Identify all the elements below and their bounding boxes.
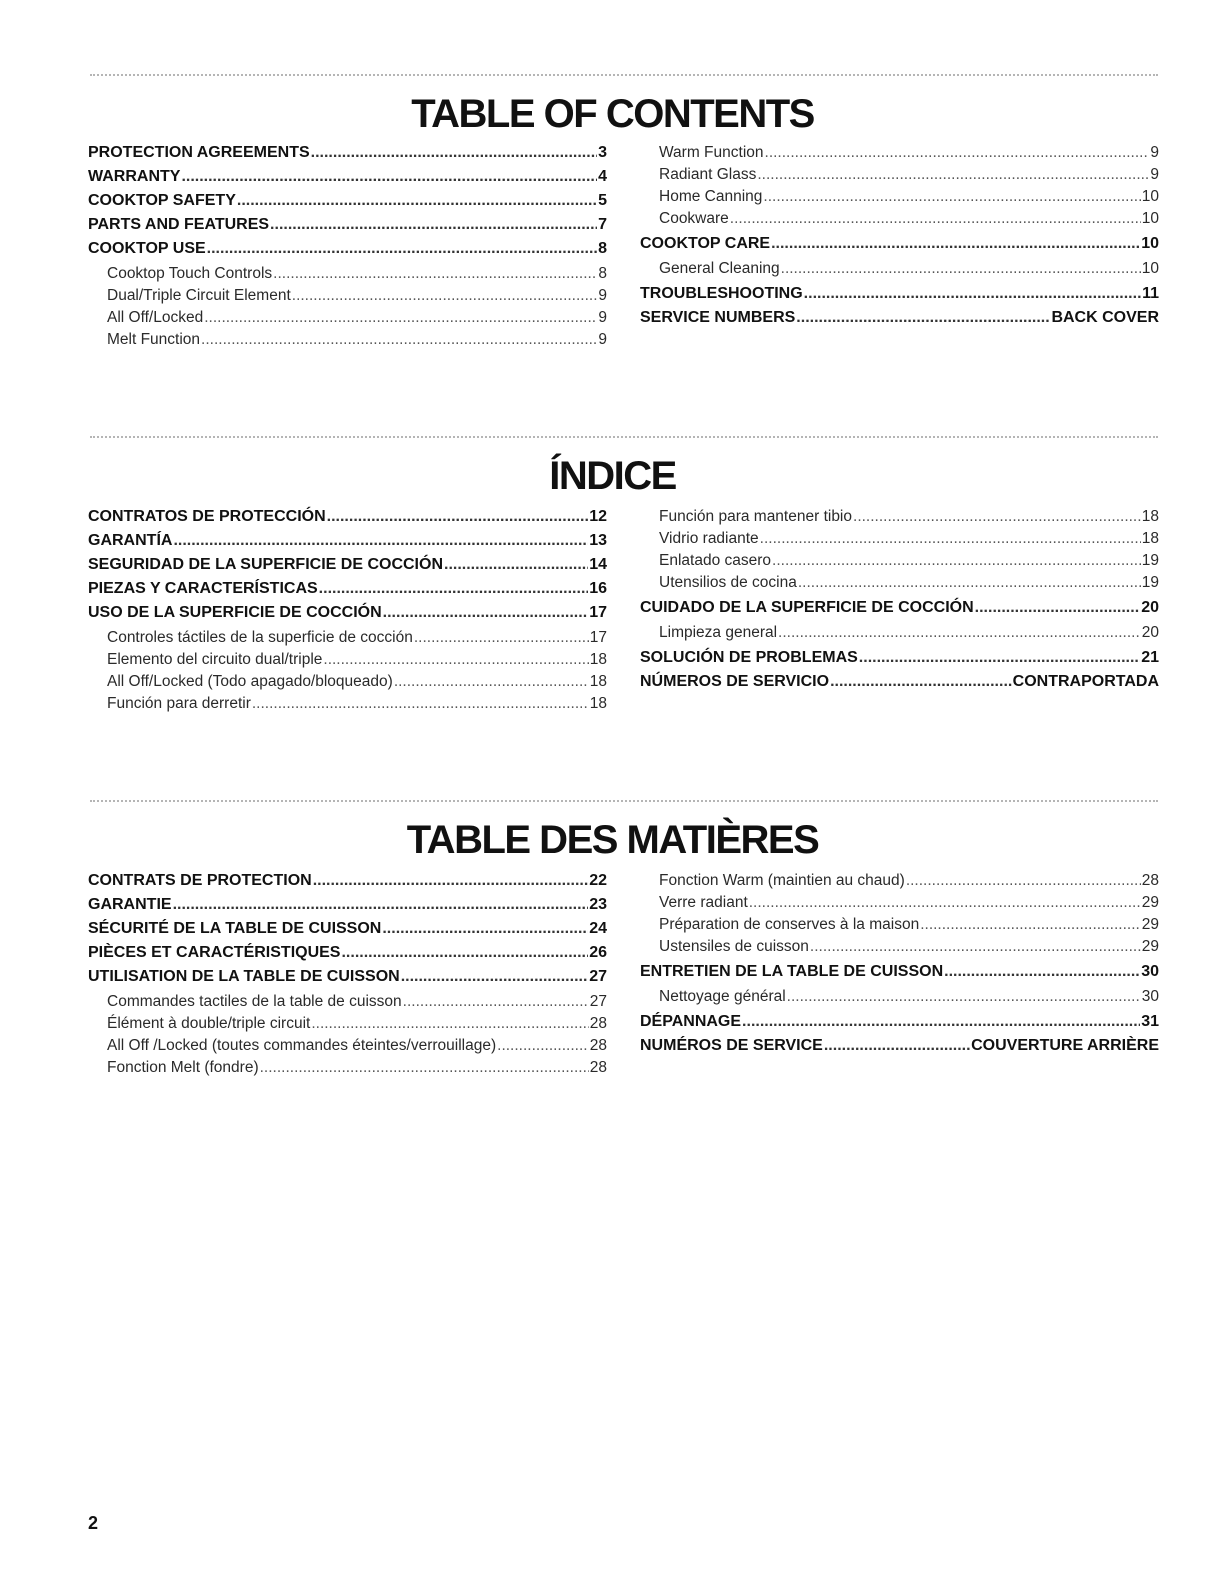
dotted-divider [90, 800, 1158, 802]
dot-leader [327, 507, 589, 526]
entry-page: 17 [589, 604, 607, 621]
toc-subentry[interactable] [640, 572, 1159, 594]
toc-subentry[interactable] [640, 986, 1159, 1008]
toc-entry[interactable] [88, 531, 607, 550]
toc-subentry[interactable] [640, 528, 1159, 550]
section-title: TABLE DES MATIÈRES [406, 818, 819, 862]
dot-leader [497, 1035, 589, 1057]
dot-leader [444, 555, 588, 574]
toc-subentry[interactable] [88, 1035, 607, 1057]
entry-title: DÉPANNAGE [640, 1013, 742, 1030]
entry-title: SEGURIDAD DE LA SUPERFICIE DE COCCIÓN [88, 556, 443, 573]
entry-page: 11 [1142, 285, 1159, 302]
entry-title: Préparation de conserves à la maison [659, 916, 920, 933]
entry-page: 18 [1141, 530, 1159, 547]
entry-title: CONTRATS DE PROTECTION [88, 872, 312, 889]
entry-page: 29 [1141, 916, 1159, 933]
toc-entry[interactable] [88, 919, 607, 938]
toc-entry[interactable] [640, 308, 1159, 327]
dot-leader [237, 191, 597, 210]
entry-page: 29 [1141, 938, 1159, 955]
entry-page: 27 [589, 993, 607, 1010]
entry-title: Elemento del circuito dual/triple [107, 651, 323, 668]
toc-subentry[interactable] [88, 991, 607, 1013]
entry-page: 7 [598, 216, 607, 233]
toc-subentry[interactable] [640, 622, 1159, 644]
entry-page: 9 [1150, 166, 1159, 183]
entry-page: 4 [598, 168, 607, 185]
entry-page: 18 [589, 695, 607, 712]
entry-page: BACK COVER [1051, 309, 1159, 326]
entry-page: 28 [589, 1015, 607, 1032]
toc-subentry[interactable] [88, 1013, 607, 1035]
toc-entry[interactable] [88, 143, 607, 162]
entry-title: CUIDADO DE LA SUPERFICIE DE COCCIÓN [640, 599, 974, 616]
entry-page: COUVERTURE ARRIÈRE [971, 1037, 1159, 1054]
dot-leader [742, 1012, 1140, 1031]
dot-leader [173, 531, 588, 550]
dot-leader [313, 871, 589, 890]
dot-leader [772, 550, 1141, 572]
toc-subentry[interactable] [88, 263, 607, 285]
toc-entry[interactable] [88, 895, 607, 914]
dot-leader [771, 234, 1140, 253]
entry-page: 29 [1141, 894, 1159, 911]
dot-leader [292, 285, 598, 307]
toc-subentry[interactable] [640, 258, 1159, 280]
toc-entry[interactable] [640, 648, 1159, 667]
entry-page: 28 [589, 1037, 607, 1054]
toc-entry[interactable] [88, 215, 607, 234]
entry-title: TROUBLESHOOTING [640, 285, 803, 302]
dot-leader [323, 649, 588, 671]
entry-page: 5 [598, 192, 607, 209]
entry-title: Limpieza general [659, 624, 778, 641]
entry-page: 3 [598, 144, 607, 161]
toc-entry[interactable] [88, 191, 607, 210]
entry-page: 22 [589, 872, 607, 889]
dot-leader [757, 164, 1149, 186]
toc-entry[interactable] [88, 579, 607, 598]
dot-leader [260, 1057, 589, 1079]
dot-leader [787, 986, 1141, 1008]
toc-right-column [640, 506, 1159, 696]
entry-title: COOKTOP CARE [640, 235, 771, 252]
entry-page: 30 [1141, 988, 1159, 1005]
dot-leader [401, 967, 589, 986]
entry-title: SOLUCIÓN DE PROBLEMAS [640, 649, 858, 666]
entry-title: COOKTOP SAFETY [88, 192, 236, 209]
dot-leader [853, 506, 1141, 528]
dot-leader [765, 142, 1150, 164]
page-number: 2 [88, 1513, 99, 1533]
dot-leader [763, 186, 1140, 208]
toc-subentry[interactable] [88, 307, 607, 329]
toc-entry[interactable] [88, 555, 607, 574]
dotted-divider [90, 74, 1158, 76]
dot-leader [796, 308, 1050, 327]
dot-leader [403, 991, 589, 1013]
entry-page: 28 [589, 1059, 607, 1076]
entry-title: Élément à double/triple circuit [107, 1015, 311, 1032]
toc-entry[interactable] [640, 1036, 1159, 1055]
toc-subentry[interactable] [88, 1057, 607, 1079]
toc-left-column [88, 507, 607, 715]
entry-title: Ustensiles de cuisson [659, 938, 809, 955]
dot-leader [804, 284, 1141, 303]
entry-title: NUMÉROS DE SERVICE [640, 1037, 823, 1054]
toc-entry[interactable] [640, 962, 1159, 981]
dot-leader [273, 263, 597, 285]
entry-page: 10 [1141, 260, 1159, 277]
toc-subentry[interactable] [88, 329, 607, 351]
entry-title: Home Canning [659, 188, 763, 205]
entry-page: 23 [589, 896, 607, 913]
toc-entry[interactable] [640, 284, 1159, 303]
dot-leader [730, 208, 1141, 230]
entry-title: Función para derretir [107, 695, 251, 712]
entry-title: SERVICE NUMBERS [640, 309, 796, 326]
dot-leader [760, 528, 1141, 550]
dot-leader [252, 693, 589, 715]
entry-page: 9 [1150, 144, 1159, 161]
toc-subentry[interactable] [640, 870, 1159, 892]
entry-title: CONTRATOS DE PROTECCIÓN [88, 508, 326, 525]
dot-leader [204, 307, 597, 329]
entry-page: 27 [589, 968, 607, 985]
entry-page: 9 [598, 331, 607, 348]
entry-page: 14 [589, 556, 607, 573]
dot-leader [201, 329, 597, 351]
entry-page: 21 [1141, 649, 1159, 666]
entry-title: SÉCURITÉ DE LA TABLE DE CUISSON [88, 920, 382, 937]
entry-title: Utensilios de cocina [659, 574, 797, 591]
section-title: ÍNDICE [549, 454, 676, 498]
toc-entry[interactable] [88, 967, 607, 986]
dot-leader [207, 239, 597, 258]
toc-entry[interactable] [88, 167, 607, 186]
dotted-divider [90, 436, 1158, 438]
entry-title: All Off/Locked (Todo apagado/bloqueado) [107, 673, 393, 690]
entry-title: PROTECTION AGREEMENTS [88, 144, 310, 161]
toc-entry[interactable] [88, 871, 607, 890]
entry-title: COOKTOP USE [88, 240, 206, 257]
toc-left-column [88, 871, 607, 1079]
dot-leader [778, 622, 1141, 644]
entry-page: 18 [589, 651, 607, 668]
toc-subentry[interactable] [88, 693, 607, 715]
entry-page: CONTRAPORTADA [1012, 673, 1159, 690]
entry-title: GARANTÍA [88, 532, 173, 549]
entry-title: All Off /Locked (toutes commandes éteintes/verrouillage) [107, 1037, 497, 1054]
dot-leader [920, 914, 1141, 936]
toc-entry[interactable] [640, 234, 1159, 253]
toc-subentry[interactable] [640, 164, 1159, 186]
dot-leader [975, 598, 1141, 617]
entry-title: Radiant Glass [659, 166, 757, 183]
entry-page: 9 [598, 287, 607, 304]
entry-page: 19 [1141, 552, 1159, 569]
entry-title: Verre radiant [659, 894, 748, 911]
toc-right-column [640, 870, 1159, 1060]
toc-subentry[interactable] [640, 892, 1159, 914]
entry-title: Función para mantener tibio [659, 508, 853, 525]
entry-title: General Cleaning [659, 260, 780, 277]
toc-entry[interactable] [88, 603, 607, 622]
toc-subentry[interactable] [640, 550, 1159, 572]
entry-title: Nettoyage général [659, 988, 786, 1005]
entry-page: 10 [1141, 188, 1159, 205]
toc-left-column [88, 143, 607, 351]
entry-title: Cooktop Touch Controls [107, 265, 273, 282]
entry-title: NÚMEROS DE SERVICIO [640, 673, 830, 690]
entry-page: 20 [1141, 624, 1159, 641]
toc-subentry[interactable] [640, 506, 1159, 528]
entry-title: Vidrio radiante [659, 530, 759, 547]
section-title: TABLE OF CONTENTS [411, 92, 814, 136]
entry-page: 10 [1141, 235, 1159, 252]
dot-leader [311, 1013, 588, 1035]
toc-subentry[interactable] [88, 671, 607, 693]
entry-page: 8 [598, 240, 607, 257]
entry-title: ENTRETIEN DE LA TABLE DE CUISSON [640, 963, 944, 980]
entry-page: 18 [1141, 508, 1159, 525]
toc-entry[interactable] [640, 672, 1159, 691]
dot-leader [749, 892, 1141, 914]
dot-leader [859, 648, 1140, 667]
toc-entry[interactable] [640, 1012, 1159, 1031]
toc-subentry[interactable] [640, 142, 1159, 164]
entry-page: 20 [1141, 599, 1159, 616]
dot-leader [173, 895, 589, 914]
entry-page: 17 [589, 629, 607, 646]
entry-title: Controles táctiles de la superficie de cocción [107, 629, 413, 646]
toc-subentry[interactable] [640, 914, 1159, 936]
entry-page: 31 [1141, 1013, 1159, 1030]
entry-page: 12 [589, 508, 607, 525]
entry-page: 9 [598, 309, 607, 326]
entry-title: PARTS AND FEATURES [88, 216, 270, 233]
toc-subentry[interactable] [640, 186, 1159, 208]
dot-leader [414, 627, 589, 649]
entry-title: Melt Function [107, 331, 201, 348]
entry-title: PIEZAS Y CARACTERÍSTICAS [88, 580, 318, 597]
entry-title: Fonction Warm (maintien au chaud) [659, 872, 905, 889]
dot-leader [906, 870, 1141, 892]
entry-title: Enlatado casero [659, 552, 772, 569]
entry-title: Fonction Melt (fondre) [107, 1059, 259, 1076]
entry-title: Dual/Triple Circuit Element [107, 287, 291, 304]
toc-entry[interactable] [88, 943, 607, 962]
entry-title: UTILISATION DE LA TABLE DE CUISSON [88, 968, 400, 985]
dot-leader [382, 919, 588, 938]
toc-entry[interactable] [640, 598, 1159, 617]
entry-title: Warm Function [659, 144, 764, 161]
entry-page: 13 [589, 532, 607, 549]
dot-leader [311, 143, 597, 162]
dot-leader [798, 572, 1141, 594]
dot-leader [270, 215, 597, 234]
toc-subentry[interactable] [88, 285, 607, 307]
toc-right-column [640, 142, 1159, 332]
dot-leader [824, 1036, 970, 1055]
entry-page: 24 [589, 920, 607, 937]
entry-title: WARRANTY [88, 168, 181, 185]
entry-title: Commandes tactiles de la table de cuisson [107, 993, 402, 1010]
dot-leader [341, 943, 588, 962]
dot-leader [830, 672, 1012, 691]
entry-title: USO DE LA SUPERFICIE DE COCCIÓN [88, 604, 382, 621]
entry-page: 30 [1141, 963, 1159, 980]
entry-title: PIÈCES ET CARACTÉRISTIQUES [88, 944, 341, 961]
dot-leader [944, 962, 1140, 981]
toc-subentry[interactable] [88, 627, 607, 649]
entry-page: 28 [1141, 872, 1159, 889]
toc-entry[interactable] [88, 507, 607, 526]
dot-leader [181, 167, 597, 186]
entry-title: Cookware [659, 210, 729, 227]
entry-page: 10 [1141, 210, 1159, 227]
entry-page: 16 [589, 580, 607, 597]
entry-title: GARANTIE [88, 896, 172, 913]
toc-subentry[interactable] [640, 936, 1159, 958]
toc-subentry[interactable] [640, 208, 1159, 230]
entry-page: 19 [1141, 574, 1159, 591]
toc-entry[interactable] [88, 239, 607, 258]
entry-page: 18 [589, 673, 607, 690]
entry-title: All Off/Locked [107, 309, 204, 326]
dot-leader [319, 579, 589, 598]
dot-leader [394, 671, 589, 693]
dot-leader [383, 603, 589, 622]
toc-subentry[interactable] [88, 649, 607, 671]
dot-leader [810, 936, 1141, 958]
entry-page: 26 [589, 944, 607, 961]
entry-page: 8 [598, 265, 607, 282]
dot-leader [781, 258, 1141, 280]
